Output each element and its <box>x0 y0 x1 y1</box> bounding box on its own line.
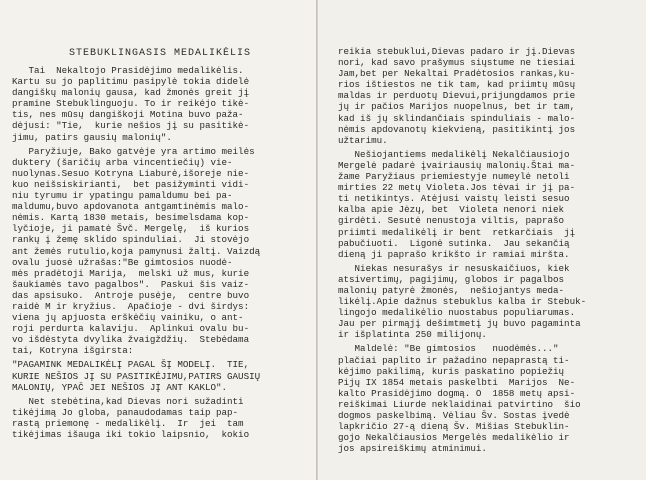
paragraph-conversions: Niekas nesurašys ir nesuskaičiuos, kiek atsivertimų, pagijimų, globos ir pagalbos malonių patyrė žmonės, nešiojantys meda- likėlį.Apie dažnus stebuklus kalba ir Stebuk- lingojo medalikėlio nuostabus populiarumas. Jau per pirmąjį dešimtmetį jų buvo pagaminta ir išplatinta 250 milijonų. <box>338 262 587 341</box>
paragraph-apparition: Paryžiuje, Bako gatvėje yra artimo meilės duktery (šaričių arba vincentiečių) vie- nuolynas.Sesuo Kotryna Liaburė,išoreje nie- kuo neišsiskirianti, bet pasižyminti vidi- niu tyrumu ir ypatingu pamaldumu bei pa- maldumu,buvo apdovanota antgamtinėmis malo- nėmis. Kartą 1830 metais, besimelsdama kop- lyčioje, ji pamatė Švč. Mergelę, iš kurios rankų į žemę sklido spinduliai. Ji stovėjo ant žemės rutulio,koja pamynusi žaltį. Vaizdą ovalu juosė užrašas:"Be gimtosios nuodė- mės pradėtoji Marija, melski už mus, kurie šaukiamės tavo pagalbos". Paskui šis vaiz- das apsisuko. Antroje pusėje, centre buvo raidė M ir kryžius. Apačioje - dvi širdys: viena jų apjuosta erškėčių vainiku, o ant- roji perdurta kalaviju. Aplinkui ovalu bu- vo išdėstyta dvylika žvaigždžių. Stebėdama tai, Kotryna išgirsta: <box>12 145 261 357</box>
left-page <box>0 0 318 480</box>
article-title: STEBUKLINGASIS MEDALIKĖLIS <box>68 48 252 59</box>
right-page <box>318 0 646 480</box>
paragraph-intro: Tai Nekaltojo Prasidėjimo medalikėlis. Kartu su jo paplitimu pasipylė tokia didelė dangiškų malonių gausa, kad žmonės greit jį pramine Stebuklinguoju. To ir reikėjo tikė- tis, nes mūsų dangiškoji Motina buvo paža- dėjusi: "Tie, kurie nešios jį su pasitikė- jimu, patirs gausių malonių". <box>12 65 250 143</box>
paragraph-prayer-dogma: Maldelė: "Be gimtosios nuodėmės..." plačiai paplito ir pažadino nepaprastą ti- kėjimo pakilimą, kuris paskatino popiežių Pijų IX 1854 metais paskelbti Marijos Ne- kalto Prasidėjimo dogmą. O 1858 metų apsi- reiškimai Liurde neklaidinai patvirtino šio dogmos paskelbimą. Vėliau Šv. Sostas įvedė lapkričio 27-ą dieną Šv. Mišias Stebuklin- gojo Nekalčiausios Mergelės medalikėlio ir jos apsireiškimų atminimui. <box>338 343 581 455</box>
paragraph-continuation: reikia stebuklui,Dievas padaro ir jį.Dievas nori, kad savo prašymus siųstume ne tiesiai Jam,bet per Nekaltai Pradėtosios rankas,ku- rios ištiestos ne tik tam, kad priimtų mūsų maldas ir perduotų Dievui,prijungdamos prie jų ir pačios Marijos nuopelnus, bet ir tam, kad iš jų sklindančiais spinduliais - malo- nėmis apdovanotų kiekvieną, pasitikintį jos užtarimu. <box>338 46 576 146</box>
paragraph-faith: Net stebėtina,kad Dievas nori sužadinti tikėjimą Jo globa, panaudodamas taip pap- rastą priemonę - medalikėlį. Ir jei tam tikėjimas išauga iki tokio laipsnio, kokio <box>12 395 250 440</box>
paragraph-violeta: Nešiojantiems medalikėlį Nekalčiausiojo Mergelė padarė įvairiausių malonių.Štai ma- žame Paryžiaus priemiestyje numeylė netoli mirties 22 metų Violeta.Jos tėvai ir jį pa- ti netikintys. Atėjusi vaistų leisti sesuo kalba apie Jėzų, bet Violeta nenori niek girdėti. Sesutė nenustoja viltis, paprašo priimti medalikėlį ir bent retkarčiais jį pabučiuoti. Ligonė sutinka. Jau sekančią dieną ji paprašo krikšto ir ramiai miršta. <box>338 148 576 260</box>
paragraph-command-quote: "PAGAMINK MEDALIKĖLĮ PAGAL ŠĮ MODELĮ. TIE, KURIE NEŠIOS JĮ SU PASITIKĖJIMU,PATIRS GAUSIŲ MALONIŲ, YPAČ JEI NEŠIOS JĮ ANT KAKLO". <box>12 359 261 393</box>
